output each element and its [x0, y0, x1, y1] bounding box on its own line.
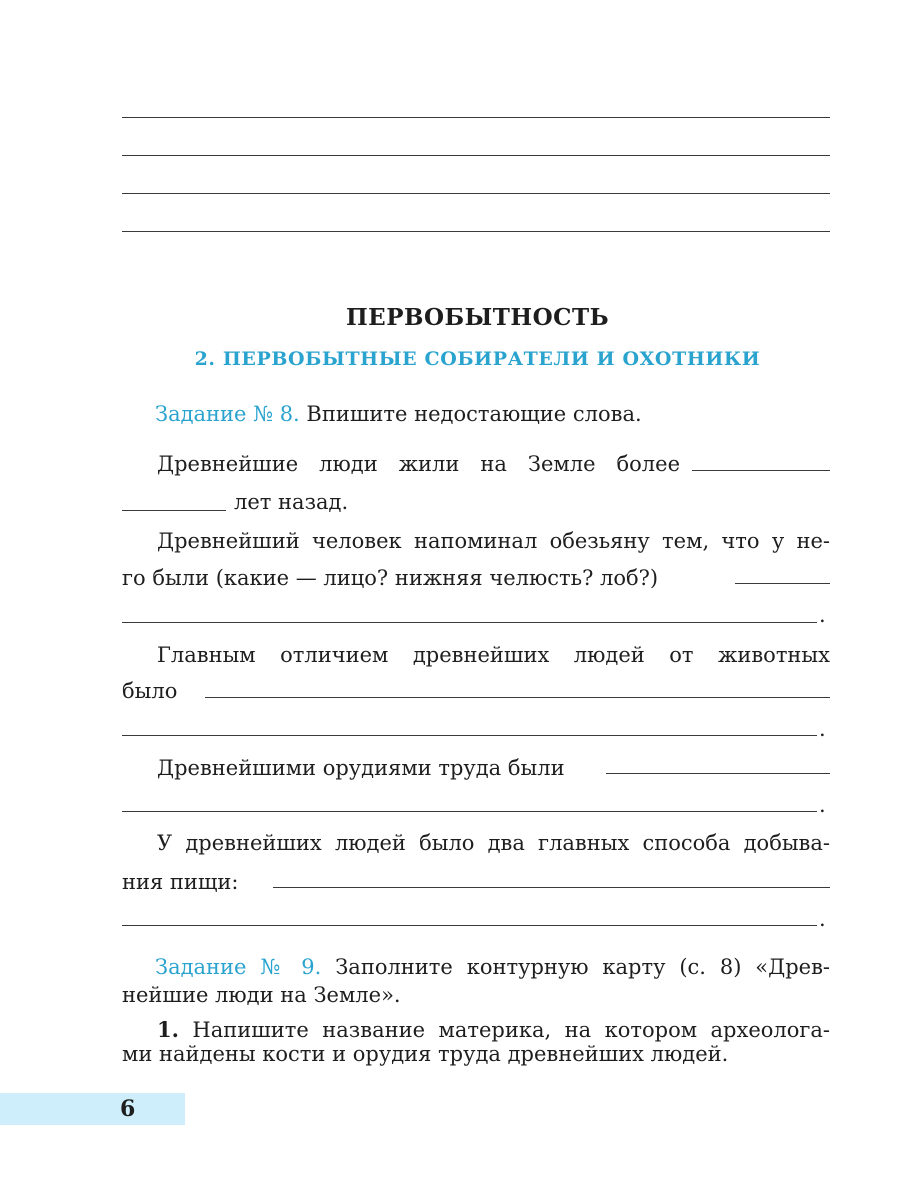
task9-line2: нейшие люди на Земле». [122, 983, 401, 1007]
task8-instruction: Впишите недостающие слова. [306, 402, 642, 426]
item-text: Напишите название материка, на котором археолога- [192, 1018, 830, 1042]
q2-line1: Древнейший человек напоминал обезьяну тем, что у не- [157, 529, 830, 553]
end-mark: . [819, 907, 826, 931]
q5-line1: У древнейших людей было два главных способа добыва- [157, 831, 830, 855]
q2-line2: го были (какие — лицо? нижняя челюсть? лоб?) [122, 566, 659, 590]
fill-blank[interactable] [273, 887, 830, 888]
end-mark: . [819, 603, 826, 627]
section-title: ПЕРВОБЫТНОСТЬ [345, 304, 610, 331]
answer-line [122, 117, 830, 118]
q5-line2: ния пищи: [122, 870, 239, 894]
q3-line2: было [122, 679, 178, 703]
q4-line1: Древнейшими орудиями труда были [157, 756, 565, 780]
fill-blank[interactable] [692, 470, 830, 471]
page-number: 6 [120, 1096, 136, 1122]
fill-blank[interactable] [122, 925, 817, 926]
fill-blank[interactable] [122, 735, 817, 736]
fill-blank[interactable] [606, 773, 830, 774]
answer-line [122, 231, 830, 232]
end-mark: . [819, 793, 826, 817]
chapter-title: 2. ПЕРВОБЫТНЫЕ СОБИРАТЕЛИ И ОХОТНИКИ [194, 348, 761, 370]
item-number: 1. [157, 1017, 179, 1042]
task9-item1-line2: ми найдены кости и орудия труда древнейших людей. [122, 1042, 729, 1066]
q3-line1: Главным отличием древнейших людей от животных [157, 643, 830, 667]
page-number-tab [0, 1093, 185, 1125]
task8-label: Задание № 8. [155, 402, 300, 426]
fill-blank[interactable] [122, 510, 226, 511]
q1-line1: Древнейшие люди жили на Земле более [157, 452, 680, 476]
task9-item1-line1 [157, 1017, 830, 1043]
answer-line [122, 155, 830, 156]
task9-text: Заполните контурную карту (с. 8) «Древ- [335, 955, 830, 979]
answer-line [122, 193, 830, 194]
task9-line1 [155, 954, 830, 980]
end-mark: . [819, 717, 826, 741]
fill-blank[interactable] [122, 622, 817, 623]
task8-header [155, 401, 642, 427]
fill-blank[interactable] [205, 697, 830, 698]
q1-line2: лет назад. [234, 490, 349, 514]
fill-blank[interactable] [735, 583, 830, 584]
fill-blank[interactable] [122, 811, 817, 812]
task9-label: Задание № 9. [155, 955, 322, 979]
